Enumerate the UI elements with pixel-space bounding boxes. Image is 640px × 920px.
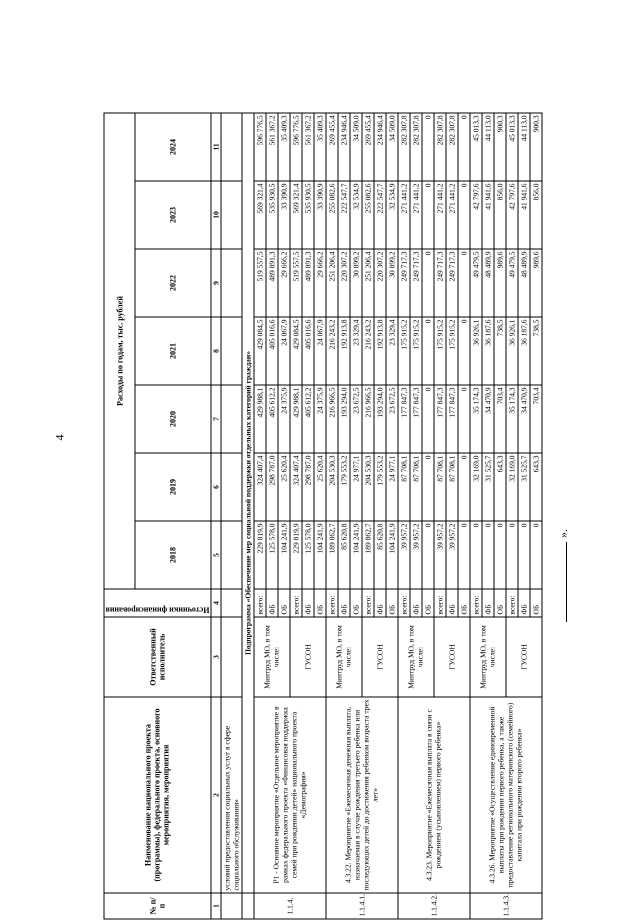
expense-value: 0 — [482, 521, 494, 589]
page-number: 4 — [52, 434, 67, 441]
expense-value: 177 847,3 — [446, 385, 458, 453]
executor-main: Минтруд МО, в том числе: — [326, 617, 362, 697]
year-header: 2019 — [135, 453, 211, 521]
expense-value: 298 787,0 — [266, 453, 278, 521]
expense-value: 85 620,8 — [374, 521, 386, 589]
executor-main: Минтруд МО, в том числе: — [398, 617, 434, 697]
header-executor: Ответственный исполнитель — [104, 617, 211, 697]
expense-value: 561 367,2 — [302, 113, 314, 181]
column-index: 9 — [211, 249, 221, 317]
expense-value: 856,0 — [530, 181, 542, 249]
expense-value: 39 957,2 — [446, 521, 458, 589]
header-name: Наименование национального проекта (программы), федерального проекта, основного мероприятия, мероприятия — [104, 697, 211, 893]
expense-value: 0 — [506, 521, 518, 589]
funding-source: ОБ — [458, 589, 470, 617]
expense-value: 36 926,1 — [470, 317, 482, 385]
expense-value: 596 776,5 — [290, 113, 302, 181]
expense-value: 36 187,6 — [518, 317, 530, 385]
expense-value: 324 407,4 — [290, 453, 302, 521]
expense-value: 0 — [458, 181, 470, 249]
expense-value: 49 479,5 — [470, 249, 482, 317]
expense-value: 24 067,9 — [314, 317, 326, 385]
expense-value: 193 294,0 — [374, 385, 386, 453]
expense-value: 405 016,6 — [302, 317, 314, 385]
expense-value: 24 067,9 — [278, 317, 290, 385]
expense-value: 900,3 — [530, 113, 542, 181]
expense-value: 177 847,3 — [398, 385, 410, 453]
row-number: 1.1.4.1. — [326, 893, 398, 919]
expense-value: 35 174,3 — [470, 385, 482, 453]
expense-value: 48 489,9 — [518, 249, 530, 317]
expense-value: 24 375,9 — [314, 385, 326, 453]
expense-value: 989,6 — [530, 249, 542, 317]
expense-value: 204 530,3 — [326, 453, 338, 521]
expense-value: 0 — [422, 385, 434, 453]
expense-value: 30 899,2 — [350, 249, 362, 317]
column-index: 11 — [211, 113, 221, 181]
funding-source: ОБ — [386, 589, 398, 617]
expense-value: 596 776,5 — [254, 113, 266, 181]
year-header: 2022 — [135, 249, 211, 317]
table-row — [398, 113, 410, 919]
expense-value: 429 988,1 — [254, 385, 266, 453]
expense-value: 177 847,3 — [410, 385, 422, 453]
expense-value: 87 708,1 — [446, 453, 458, 521]
expense-value: 104 241,9 — [350, 521, 362, 589]
signature-line — [566, 542, 567, 622]
expense-value: 0 — [422, 453, 434, 521]
expense-value: 175 915,2 — [410, 317, 422, 385]
funding-source: всего: — [398, 589, 410, 617]
expense-value: 643,3 — [530, 453, 542, 521]
expense-value: 251 206,4 — [362, 249, 374, 317]
expense-value: 0 — [458, 385, 470, 453]
expense-value: 0 — [458, 249, 470, 317]
funding-source: всего: — [434, 589, 446, 617]
expense-value: 429 988,1 — [290, 385, 302, 453]
expense-value: 569 321,4 — [254, 181, 266, 249]
expense-value: 643,3 — [494, 453, 506, 521]
expense-value: 569 321,4 — [290, 181, 302, 249]
expense-value: 23 672,5 — [350, 385, 362, 453]
year-header: 2020 — [135, 385, 211, 453]
expense-value: 269 455,4 — [362, 113, 374, 181]
expense-value: 31 525,7 — [518, 453, 530, 521]
expense-value: 34 509,0 — [350, 113, 362, 181]
expense-value: 175 915,2 — [398, 317, 410, 385]
expense-value: 703,4 — [494, 385, 506, 453]
expense-value: 36 926,1 — [506, 317, 518, 385]
expense-value: 255 082,6 — [362, 181, 374, 249]
expense-value: 738,5 — [530, 317, 542, 385]
funding-source: ОБ — [278, 589, 290, 617]
index-row — [211, 113, 221, 919]
column-index: 1 — [211, 893, 221, 919]
executor-sub: ГУСОН — [290, 617, 326, 697]
expense-value: 24 977,1 — [350, 453, 362, 521]
expense-value: 856,0 — [494, 181, 506, 249]
expense-value: 255 082,6 — [326, 181, 338, 249]
expense-value: 32 534,9 — [350, 181, 362, 249]
expense-value: 251 206,4 — [326, 249, 338, 317]
expense-value: 0 — [458, 113, 470, 181]
expense-value: 561 367,2 — [266, 113, 278, 181]
funding-source: всего: — [254, 589, 266, 617]
expense-value: 87 708,1 — [410, 453, 422, 521]
expense-value: 282 307,8 — [434, 113, 446, 181]
expense-value: 36 187,6 — [482, 317, 494, 385]
expense-value: 222 547,7 — [374, 181, 386, 249]
column-index: 5 — [211, 521, 221, 589]
expense-value: 49 479,5 — [506, 249, 518, 317]
funding-source: всего: — [362, 589, 374, 617]
table-row — [254, 113, 266, 919]
expense-value: 0 — [494, 521, 506, 589]
expense-value: 48 489,9 — [482, 249, 494, 317]
expense-value: 45 013,3 — [470, 113, 482, 181]
expense-value: 193 294,0 — [338, 385, 350, 453]
column-index: 6 — [211, 453, 221, 521]
expense-value: 192 913,8 — [338, 317, 350, 385]
expense-value: 25 620,4 — [314, 453, 326, 521]
expense-value: 519 557,5 — [290, 249, 302, 317]
expense-value: 104 241,9 — [278, 521, 290, 589]
executor-main: Минтруд МО, в том числе: — [254, 617, 290, 697]
expense-value: 33 390,9 — [314, 181, 326, 249]
expense-value: 0 — [422, 181, 434, 249]
funding-source: ФБ — [518, 589, 530, 617]
expense-value: 33 390,9 — [278, 181, 290, 249]
expense-value: 271 441,2 — [434, 181, 446, 249]
expense-value: 535 930,5 — [302, 181, 314, 249]
expense-value: 175 915,2 — [446, 317, 458, 385]
expense-value: 177 847,3 — [434, 385, 446, 453]
header-num: № п/п — [104, 893, 211, 919]
table-row — [470, 113, 482, 919]
expense-value: 34 509,0 — [386, 113, 398, 181]
expense-value: 23 672,5 — [386, 385, 398, 453]
expense-value: 234 946,4 — [374, 113, 386, 181]
expense-value: 29 666,2 — [278, 249, 290, 317]
expense-value: 23 329,4 — [350, 317, 362, 385]
expense-value: 519 557,5 — [254, 249, 266, 317]
expense-value: 29 666,2 — [314, 249, 326, 317]
expense-value: 189 862,7 — [326, 521, 338, 589]
expense-value: 216 243,2 — [362, 317, 374, 385]
continuation-num — [221, 893, 242, 919]
expense-value: 0 — [458, 453, 470, 521]
expense-value: 104 241,9 — [386, 521, 398, 589]
expense-value: 229 819,9 — [254, 521, 266, 589]
expense-value: 30 899,2 — [386, 249, 398, 317]
column-index: 4 — [211, 589, 221, 617]
subprogram-title: Подпрограмма «Обеспечение мер социальной поддержки отдельных категорий граждан» — [242, 113, 254, 893]
expense-value: 35 409,3 — [314, 113, 326, 181]
funding-source: ФБ — [374, 589, 386, 617]
year-header: 2023 — [135, 181, 211, 249]
expense-value: 42 797,6 — [506, 181, 518, 249]
funding-source: всего: — [506, 589, 518, 617]
expense-value: 900,3 — [494, 113, 506, 181]
expense-value: 85 620,8 — [338, 521, 350, 589]
expense-value: 249 717,3 — [410, 249, 422, 317]
expense-value: 35 409,3 — [278, 113, 290, 181]
row-number: 1.1.4. — [254, 893, 326, 919]
measure-name: Р1 - Основное мероприятие «Отдельное мероприятие в рамках федерального проекта «Финансовая поддержка семей при рождении детей» национального проекта «Демография» — [254, 697, 326, 893]
column-index: 10 — [211, 181, 221, 249]
expense-value: 42 797,6 — [470, 181, 482, 249]
expense-value: 220 307,2 — [338, 249, 350, 317]
expense-value: 229 819,9 — [290, 521, 302, 589]
expense-value: 125 578,0 — [302, 521, 314, 589]
expense-value: 738,5 — [494, 317, 506, 385]
expense-value: 44 113,0 — [482, 113, 494, 181]
year-header: 2018 — [135, 521, 211, 589]
column-index: 7 — [211, 385, 221, 453]
expense-value: 0 — [530, 521, 542, 589]
expense-value: 298 787,0 — [302, 453, 314, 521]
expense-value: 405 612,2 — [266, 385, 278, 453]
expense-value: 0 — [422, 317, 434, 385]
column-index: 8 — [211, 317, 221, 385]
expense-value: 45 013,3 — [506, 113, 518, 181]
header-expenses: Расходы по годам, тыс. рублей — [104, 113, 135, 589]
expense-value: 104 241,9 — [314, 521, 326, 589]
expense-value: 41 941,6 — [482, 181, 494, 249]
expense-value: 249 717,3 — [446, 249, 458, 317]
expense-value: 989,6 — [494, 249, 506, 317]
expense-value: 204 530,3 — [362, 453, 374, 521]
expense-value: 39 957,2 — [434, 521, 446, 589]
executor-main: Минтруд МО, в том числе: — [470, 617, 506, 697]
funding-source: ФБ — [482, 589, 494, 617]
expense-value: 0 — [518, 521, 530, 589]
expense-value: 44 113,0 — [518, 113, 530, 181]
column-index: 3 — [211, 617, 221, 697]
executor-sub: ГУСОН — [362, 617, 398, 697]
expense-value: 0 — [470, 521, 482, 589]
continuation-text: условий предоставления социальных услуг в сфере социального обслуживания» — [221, 697, 242, 893]
expense-value: 32 169,0 — [506, 453, 518, 521]
funding-source: ОБ — [422, 589, 434, 617]
expense-value: 249 717,3 — [434, 249, 446, 317]
funding-source: всего: — [470, 589, 482, 617]
funding-source: ОБ — [530, 589, 542, 617]
expense-value: 405 612,2 — [302, 385, 314, 453]
expense-value: 216 966,5 — [326, 385, 338, 453]
expense-value: 39 957,2 — [410, 521, 422, 589]
executor-sub: ГУСОН — [434, 617, 470, 697]
row-number: 1.1.4.2. — [398, 893, 470, 919]
expense-value: 87 708,1 — [434, 453, 446, 521]
table-row — [326, 113, 338, 919]
measure-name: 4.3.22. Мероприятие «Ежемесячная денежная выплата, назначаемая в случае рождения третьего ребенка или последующих детей до достижения ребенком возраста трех лет» — [326, 697, 398, 893]
expense-value: 429 084,5 — [254, 317, 266, 385]
expense-value: 271 441,2 — [398, 181, 410, 249]
expense-value: 175 915,2 — [434, 317, 446, 385]
expense-value: 24 977,1 — [386, 453, 398, 521]
expense-value: 87 708,1 — [398, 453, 410, 521]
expense-value: 703,4 — [530, 385, 542, 453]
expense-value: 269 455,4 — [326, 113, 338, 181]
expense-value: 234 946,4 — [338, 113, 350, 181]
expense-value: 189 862,7 — [362, 521, 374, 589]
expense-value: 271 441,2 — [410, 181, 422, 249]
continuation-empty — [221, 617, 242, 697]
expense-value: 489 891,3 — [302, 249, 314, 317]
funding-source: ОБ — [314, 589, 326, 617]
expense-value: 31 525,7 — [482, 453, 494, 521]
funding-source: всего: — [326, 589, 338, 617]
expense-value: 271 441,2 — [446, 181, 458, 249]
measure-name: 4.3.26. Мероприятие «Осуществление единовременной выплаты при рождении первого ребенка, а также предоставление регионального материнского (семейного) капитала при рождении второго ребенка» — [470, 697, 542, 893]
expense-value: 249 717,3 — [398, 249, 410, 317]
header-source — [104, 589, 211, 617]
funding-source: ФБ — [338, 589, 350, 617]
funding-source: ФБ — [266, 589, 278, 617]
expense-value: 32 534,9 — [386, 181, 398, 249]
measure-name: 4.3.23. Мероприятие «Ежемесячная выплата в связи с рождением (усыновлением) первого ребенка» — [398, 697, 470, 893]
closing-quote: ». — [556, 529, 570, 538]
expense-value: 35 174,3 — [506, 385, 518, 453]
expense-value: 282 307,8 — [446, 113, 458, 181]
expense-value: 34 470,9 — [482, 385, 494, 453]
funding-source: ОБ — [494, 589, 506, 617]
table-body — [221, 113, 542, 919]
expense-value: 216 243,2 — [326, 317, 338, 385]
expense-value: 179 553,2 — [338, 453, 350, 521]
expense-value: 32 169,0 — [470, 453, 482, 521]
closing-mark — [552, 512, 582, 622]
column-index: 2 — [211, 697, 221, 893]
expense-value: 282 307,8 — [398, 113, 410, 181]
expense-value: 535 930,5 — [266, 181, 278, 249]
expense-value: 179 553,2 — [374, 453, 386, 521]
expense-value: 0 — [422, 249, 434, 317]
expense-value: 125 578,0 — [266, 521, 278, 589]
year-header: 2021 — [135, 317, 211, 385]
expense-value: 41 941,6 — [518, 181, 530, 249]
expense-value: 0 — [458, 521, 470, 589]
expense-value: 0 — [422, 521, 434, 589]
expense-value: 25 620,4 — [278, 453, 290, 521]
expense-value: 220 307,2 — [374, 249, 386, 317]
year-header: 2024 — [135, 113, 211, 181]
expense-value: 489 891,3 — [266, 249, 278, 317]
expense-value: 324 407,4 — [254, 453, 266, 521]
header-source-text: Источники финансирования — [105, 605, 210, 615]
expense-value: 192 913,8 — [374, 317, 386, 385]
expense-value: 216 966,5 — [362, 385, 374, 453]
expense-value: 39 957,2 — [398, 521, 410, 589]
funding-source: ФБ — [410, 589, 422, 617]
expense-value: 34 470,9 — [518, 385, 530, 453]
executor-sub: ГУСОН — [506, 617, 542, 697]
expense-value: 222 547,7 — [338, 181, 350, 249]
expense-value: 429 084,5 — [290, 317, 302, 385]
funding-source: всего: — [290, 589, 302, 617]
funding-source: ФБ — [302, 589, 314, 617]
row-number: 1.1.4.3. — [470, 893, 542, 919]
funding-source: ФБ — [446, 589, 458, 617]
expense-value: 0 — [422, 113, 434, 181]
expenditure-table — [104, 112, 543, 919]
expense-value: 405 016,6 — [266, 317, 278, 385]
expense-value: 282 307,8 — [410, 113, 422, 181]
rotated-table-container — [104, 114, 541, 920]
expense-value: 23 329,4 — [386, 317, 398, 385]
expense-value: 0 — [458, 317, 470, 385]
expense-value: 24 375,9 — [278, 385, 290, 453]
funding-source: ОБ — [350, 589, 362, 617]
